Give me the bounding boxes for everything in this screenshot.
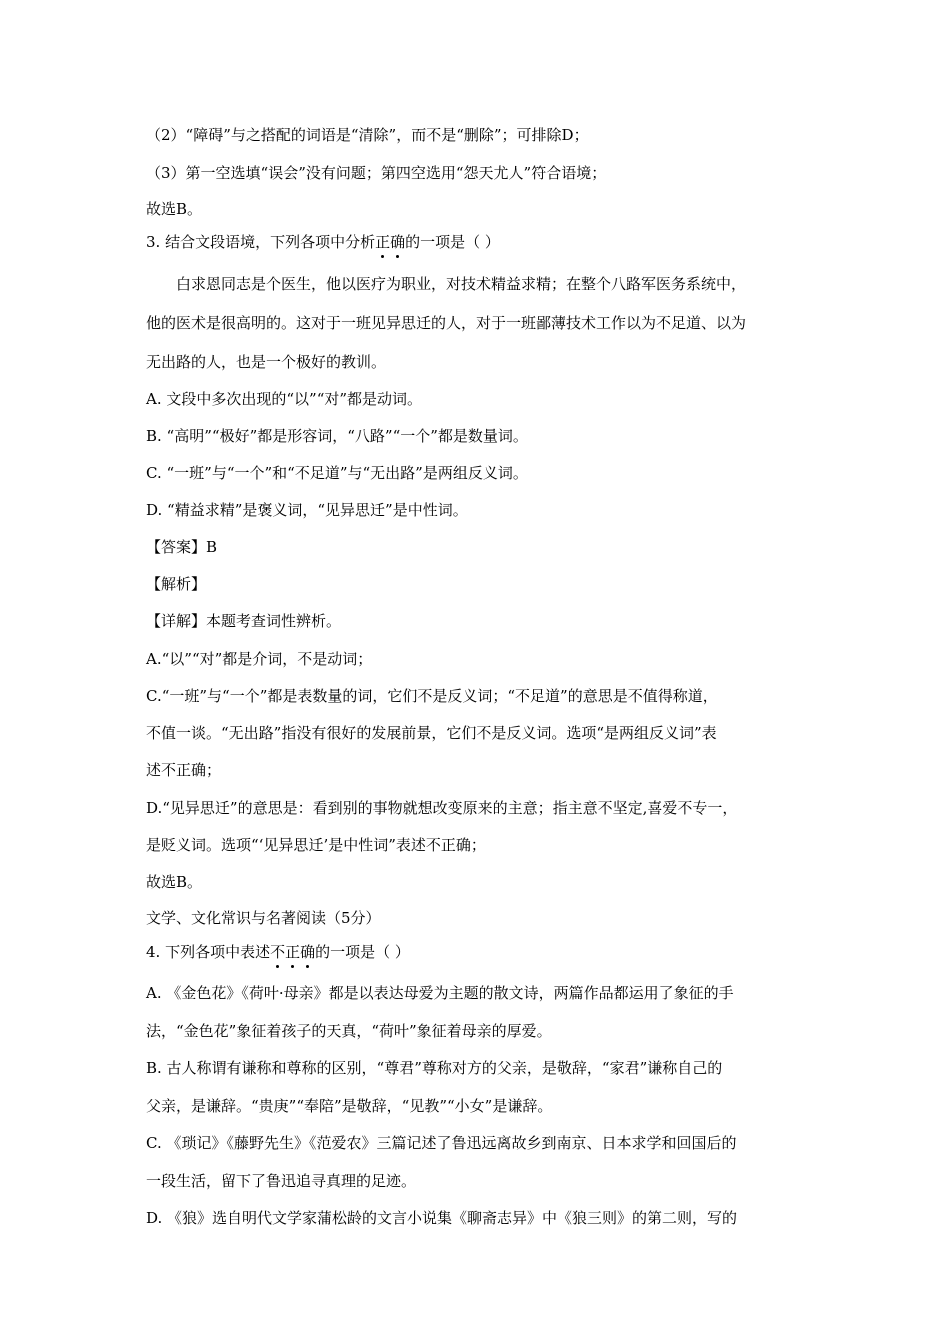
section-heading: 文学、文化常识与名著阅读（5分） xyxy=(146,909,381,927)
option-b: B. “高明”“极好”都是形容词，“八路”“一个”都是数量词。 xyxy=(146,427,528,445)
option-c: C. “一班”与“一个”和“不足道”与“无出路”是两组反义词。 xyxy=(146,464,528,482)
option-d: D. “精益求精”是褒义词，“见异思迁”是中性词。 xyxy=(146,501,468,519)
option-a-cont: 法，“金色花”象征着孩子的天真，“荷叶”象征着母亲的厚爱。 xyxy=(146,1022,552,1040)
conclusion-line: 故选B。 xyxy=(146,200,203,218)
option-a: A. 文段中多次出现的“以”“对”都是动词。 xyxy=(146,390,423,408)
emphasis-char: 正 xyxy=(375,233,391,251)
explanation-line: C.“一班”与“一个”都是表数量的词，它们不是反义词；“不足道”的意思是不值得称道， xyxy=(146,687,718,705)
passage-line: 他的医术是很高明的。这对于一班见异思迁的人，对于一班鄙薄技术工作以为不足道、以为 xyxy=(146,314,747,332)
explanation-line: 是贬义词。选项“‘见异思迁’是中性词”表述不正确； xyxy=(146,836,486,854)
explanation-line: A.“以”“对”都是介词，不是动词； xyxy=(146,650,373,668)
option-c: C. 《琐记》《藤野先生》《范爱农》三篇记述了鲁迅远离故乡到南京、日本求学和回国后的 xyxy=(146,1134,737,1152)
question-4-text: 4. 下列各项中表述 xyxy=(146,943,271,961)
analysis-label: 【解析】 xyxy=(146,575,207,593)
question-3-stem xyxy=(146,232,810,252)
question-3-text: 的一项是（ ） xyxy=(405,233,500,251)
conclusion-line: 故选B。 xyxy=(146,873,203,891)
explanation-line: 述不正确； xyxy=(146,761,222,779)
option-d: D. 《狼》选自明代文学家蒲松龄的文言小说集《聊斋志异》中《狼三则》的第二则，写的 xyxy=(146,1209,738,1227)
explanation-line: D.“见异思迁”的意思是：看到别的事物就想改变原来的主意；指主意不坚定,喜爱不专一， xyxy=(146,799,738,817)
explanation-line: 不值一谈。“无出路”指没有很好的发展前景，它们不是反义词。选项“是两组反义词”表 xyxy=(146,724,717,742)
passage-line: 无出路的人，也是一个极好的教训。 xyxy=(146,353,387,371)
detail-label: 【详解】本题考查词性辨析。 xyxy=(146,612,342,630)
option-b-cont: 父亲，是谦辞。“贵庚”“奉陪”是敬辞，“见教”“小女”是谦辞。 xyxy=(146,1097,553,1115)
answer-label: 【答案】B xyxy=(146,538,218,556)
question-3-text: 3. 结合文段语境，下列各项中分析 xyxy=(146,233,376,251)
option-a: A. 《金色花》《荷叶·母亲》都是以表达母爱为主题的散文诗，两篇作品都运用了象征的手 xyxy=(146,984,734,1002)
option-b: B. 古人称谓有谦称和尊称的区别，“尊君”尊称对方的父亲，是敬辞，“家君”谦称自己的 xyxy=(146,1059,723,1077)
passage-line: 白求恩同志是个医生，他以医疗为职业，对技术精益求精；在整个八路军医务系统中， xyxy=(176,275,747,293)
analysis-line: （3）第一空选填“误会”没有问题；第四空选用“怨天尤人”符合语境； xyxy=(146,164,607,182)
analysis-line: （2）“障碍”与之搭配的词语是“清除”，而不是“删除”；可排除D； xyxy=(146,126,589,144)
emphasis-char: 确 xyxy=(390,233,406,251)
emphasis-char: 正 xyxy=(285,943,301,961)
emphasis-char: 不 xyxy=(270,943,286,961)
question-4-stem xyxy=(146,942,810,962)
question-4-text: 的一项是（ ） xyxy=(315,943,410,961)
emphasis-char: 确 xyxy=(300,943,316,961)
option-c-cont: 一段生活，留下了鲁迅追寻真理的足迹。 xyxy=(146,1172,417,1190)
